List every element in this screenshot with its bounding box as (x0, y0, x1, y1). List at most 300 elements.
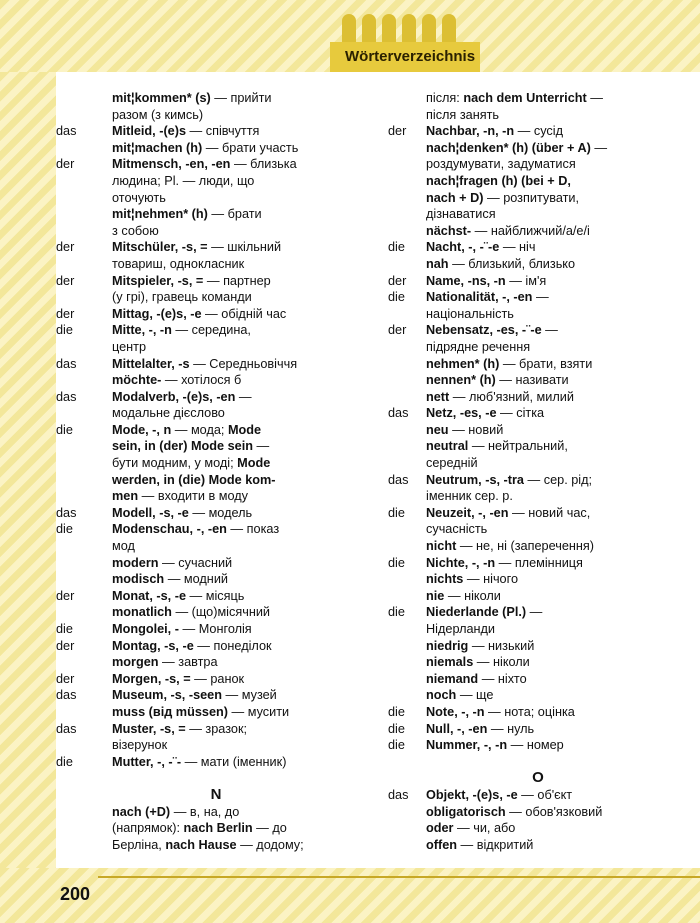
article: das (56, 505, 77, 520)
entry-line (388, 754, 688, 771)
entry-text (112, 671, 376, 688)
article (388, 356, 426, 373)
article: das (56, 688, 77, 703)
article (56, 190, 112, 207)
entry-line (388, 472, 688, 489)
article: der (56, 588, 75, 603)
entry-line (56, 289, 376, 306)
translation: — місяць (186, 588, 245, 603)
headword: Objekt, -(e)s, -e (426, 787, 518, 802)
headword: neu (426, 422, 449, 437)
entry-text (426, 306, 688, 323)
entry-line (388, 306, 688, 323)
translation: — об'єкт (517, 787, 573, 802)
headword: nichts (426, 572, 464, 587)
translation: — музей (222, 688, 277, 703)
translation: — (526, 605, 543, 620)
headword: Null, -, -en (426, 721, 488, 736)
headword: Mongolei, - (112, 622, 179, 636)
entry-line (56, 671, 376, 688)
translation: — близький, близько (448, 256, 576, 271)
entry-text (426, 737, 688, 754)
entry-line (388, 372, 688, 389)
translation: — мода; (171, 422, 228, 437)
entry-line (388, 837, 688, 854)
entry-text (112, 156, 376, 173)
headword: men (112, 489, 139, 504)
article (56, 704, 112, 721)
translation: — (253, 439, 270, 454)
article (388, 389, 426, 406)
entry-text (426, 223, 688, 240)
headword: Muster, -s, = (112, 721, 186, 736)
entry-text (426, 654, 688, 671)
headword: nah (426, 256, 449, 271)
translation: — новий час, (508, 505, 591, 520)
translation: (у грі), гравець команди (112, 290, 252, 305)
translation: візерунок (112, 738, 168, 753)
translation: модальне дієслово (112, 406, 225, 421)
entry-text (112, 555, 376, 572)
headword: Mode (237, 456, 271, 471)
entry-line (388, 156, 688, 173)
entry-line (56, 107, 376, 124)
translation: роздумувати, задуматися (426, 157, 576, 172)
entry-line (56, 273, 376, 290)
entry-line (56, 322, 376, 339)
entry-line (388, 571, 688, 588)
article: der (388, 273, 407, 288)
article: der (56, 240, 75, 255)
translation: — входити в моду (138, 489, 248, 504)
translation: — (235, 389, 252, 404)
entry-line (56, 571, 376, 588)
article (56, 107, 112, 124)
entry-line (56, 521, 376, 538)
letter-heading-row (56, 787, 376, 804)
translation: підрядне речення (426, 339, 531, 354)
article: die (388, 505, 405, 520)
article (388, 588, 426, 605)
entry-text (426, 273, 688, 290)
headword: nach + D) (426, 190, 484, 205)
translation: товариш, однокласник (112, 256, 245, 271)
translation: після занять (426, 107, 500, 122)
article (388, 687, 426, 704)
translation: оточують (112, 190, 166, 205)
entry-line (388, 289, 688, 306)
entry-text (426, 372, 688, 389)
translation: — співчуття (186, 124, 260, 139)
entry-line (388, 322, 688, 339)
headword: Mode, -, n (112, 422, 172, 437)
entry-text (426, 123, 688, 140)
entry-line (388, 654, 688, 671)
translation: — близька (230, 157, 297, 172)
headword: nett (426, 389, 450, 404)
entry-line (388, 273, 688, 290)
translation: — люб'язний, милий (449, 389, 574, 404)
entry-line (388, 621, 688, 638)
entry-line (56, 156, 376, 173)
entry-text (112, 422, 376, 439)
entry-line (388, 638, 688, 655)
entry-text (426, 339, 688, 356)
entry-text (112, 140, 376, 157)
article: die (56, 422, 73, 437)
headword: Mitmensch, -en, -en (112, 157, 231, 172)
headword: noch (426, 688, 457, 703)
entry-text (426, 322, 688, 339)
translation: людина; Pl. — люди, що (112, 173, 255, 188)
entry-line (388, 389, 688, 406)
article: die (388, 290, 405, 305)
article: die (56, 754, 73, 769)
translation: — ніколи (444, 588, 501, 603)
entry-text (426, 206, 688, 223)
entry-line (388, 438, 688, 455)
entry-line (388, 505, 688, 522)
entry-text (426, 472, 688, 489)
headword: muss (від müssen) (112, 704, 228, 719)
headword: Mitleid, -(e)s (112, 124, 187, 139)
entry-text (112, 273, 376, 290)
entry-text (426, 190, 688, 207)
entry-text (426, 107, 688, 124)
headword: Nummer, -, -n (426, 738, 508, 753)
entry-text (426, 704, 688, 721)
headword: Name, -ns, -n (426, 273, 506, 288)
headword: mit¦kommen* (s) (112, 91, 211, 105)
entry-text (426, 621, 688, 638)
entry-text (112, 206, 376, 223)
article: die (388, 605, 405, 620)
article: das (388, 472, 409, 487)
entry-text (112, 505, 376, 522)
entry-line (388, 422, 688, 439)
entry-text (426, 787, 688, 804)
article (388, 654, 426, 671)
article: der (56, 273, 75, 288)
article (388, 140, 426, 157)
translation: — хотілося б (161, 373, 242, 388)
translation: — сер. рід; (524, 472, 593, 487)
headword: nächst- (426, 223, 472, 238)
translation: — сітка (496, 406, 545, 421)
headword: nach dem Unterricht (463, 91, 587, 105)
headword: modern (112, 555, 159, 570)
entry-text (112, 256, 376, 273)
article (388, 538, 426, 555)
article (56, 372, 112, 389)
headword: Mitschüler, -s, = (112, 240, 208, 255)
article (388, 671, 426, 688)
translation: — ранок (190, 671, 245, 686)
article (56, 405, 112, 422)
entry-line (56, 820, 376, 837)
headword: Mittelalter, -s (112, 356, 190, 371)
left-margin-hatch (0, 72, 56, 868)
left-column (56, 90, 376, 853)
article (56, 538, 112, 555)
article: die (56, 522, 73, 537)
article: die (56, 323, 73, 338)
article (56, 770, 112, 787)
translation: — обов'язковий (505, 804, 603, 819)
entry-text (426, 571, 688, 588)
entry-text (112, 306, 376, 323)
translation: — додому; (236, 837, 304, 852)
translation: — завтра (158, 655, 218, 670)
translation: — ніхто (478, 671, 527, 686)
translation: іменник сер. р. (426, 489, 513, 504)
translation: — нуль (487, 721, 535, 736)
article (56, 837, 112, 854)
entry-text (426, 438, 688, 455)
entry-text (426, 140, 688, 157)
headword: Mitspieler, -s, = (112, 273, 204, 288)
entry-line (56, 306, 376, 323)
translation: — понеділок (193, 638, 272, 653)
entry-line (56, 621, 376, 638)
article (56, 90, 112, 107)
article (56, 555, 112, 572)
entry-line (388, 555, 688, 572)
page-title: Wörterverzeichnis (345, 48, 476, 65)
entry-line (388, 488, 688, 505)
entry-line (388, 671, 688, 688)
headword: nie (426, 588, 445, 603)
translation: — не, ні (заперечення) (456, 539, 595, 554)
article (388, 754, 426, 771)
headword: Mode (227, 422, 262, 437)
entry-text (112, 721, 376, 738)
article: der (388, 124, 407, 139)
translation: Берліна, (112, 837, 166, 852)
translation: — в, на, до (170, 804, 240, 819)
translation: — (532, 290, 549, 305)
letter-heading: O (532, 769, 544, 787)
translation: (напрямок): (112, 821, 184, 836)
entry-line (388, 140, 688, 157)
entry-text (112, 90, 376, 107)
entry-line (56, 604, 376, 621)
headword: Nachbar, -n, -n (426, 124, 515, 139)
translation: — номер (507, 738, 564, 753)
headword: Mitte, -, -n (112, 323, 172, 338)
article (388, 256, 426, 273)
translation: — середина, (171, 323, 251, 338)
article: der (56, 306, 75, 321)
article (56, 438, 112, 455)
headword: Note, -, -n (426, 704, 485, 719)
entry-line (56, 140, 376, 157)
entry-line (56, 438, 376, 455)
article (388, 90, 426, 107)
headword: Modalverb, -(e)s, -en (112, 389, 236, 404)
translation: — новий (448, 422, 504, 437)
translation: мод (112, 539, 135, 554)
article (388, 804, 426, 821)
article: der (56, 157, 75, 172)
entry-line (388, 538, 688, 555)
headword: Nebensatz, -es, -¨-e (426, 323, 542, 338)
entry-text (112, 190, 376, 207)
entry-line (56, 737, 376, 754)
headword: morgen (112, 655, 159, 670)
translation: національність (426, 306, 514, 321)
article (388, 820, 426, 837)
headword: Netz, -es, -e (426, 406, 497, 421)
entry-line (388, 721, 688, 738)
entry-line (56, 754, 376, 771)
translation: — чи, або (453, 821, 516, 836)
headword: Nichte, -, -n (426, 555, 496, 570)
article (388, 190, 426, 207)
entry-line (388, 820, 688, 837)
letter-heading-row (388, 770, 688, 787)
entry-text (112, 571, 376, 588)
article: die (388, 738, 405, 753)
entry-text (112, 322, 376, 339)
entry-text (112, 107, 376, 124)
headword: offen (426, 837, 458, 852)
translation: — Середньовіччя (189, 356, 298, 371)
entry-text (112, 654, 376, 671)
article: der (56, 671, 75, 686)
article (388, 223, 426, 240)
article (388, 521, 426, 538)
article (388, 156, 426, 173)
entry-text (426, 721, 688, 738)
entry-text (112, 455, 376, 472)
entry-line (56, 704, 376, 721)
article: das (56, 356, 77, 371)
entry-line (56, 488, 376, 505)
headword: nach (+D) (112, 804, 171, 819)
translation: з собою (112, 223, 159, 238)
headword: Monat, -s, -e (112, 588, 187, 603)
translation: — найближчий/а/е/і (471, 223, 590, 238)
article (388, 455, 426, 472)
entry-line (56, 555, 376, 572)
article (388, 488, 426, 505)
entry-line (56, 389, 376, 406)
entry-text (426, 837, 688, 854)
article (56, 654, 112, 671)
entry-text (426, 820, 688, 837)
headword: niedrig (426, 638, 469, 653)
article (56, 488, 112, 505)
headword: niemals (426, 655, 474, 670)
entry-line (388, 704, 688, 721)
entry-line (56, 256, 376, 273)
entry-line (56, 190, 376, 207)
translation: — (що)місячний (171, 605, 271, 620)
entry-line (388, 107, 688, 124)
entry-line (56, 339, 376, 356)
article (56, 804, 112, 821)
translation: — партнер (203, 273, 271, 288)
headword: nennen* (h) (426, 373, 496, 388)
article (56, 339, 112, 356)
entry-text (426, 638, 688, 655)
headword: oder (426, 821, 454, 836)
entry-line (56, 638, 376, 655)
translation: — племінниця (495, 555, 583, 570)
translation: — розпитувати, (483, 190, 580, 205)
entry-line (56, 770, 376, 787)
translation: — Монголія (178, 622, 252, 636)
entry-line (388, 90, 688, 107)
headword: nach¦fragen (h) (bei + D, (426, 173, 571, 188)
footer-divider (98, 876, 700, 878)
translation: центр (112, 339, 147, 354)
entry-line (56, 455, 376, 472)
translation: — до (252, 821, 287, 836)
entry-text (426, 488, 688, 505)
headword: nach¦denken* (h) (über + A) (426, 140, 591, 155)
entry-text (426, 239, 688, 256)
entry-line (388, 521, 688, 538)
headword: nehmen* (h) (426, 356, 500, 371)
entry-line (388, 223, 688, 240)
entry-text (426, 173, 688, 190)
letter-heading: N (210, 785, 222, 803)
entry-text (112, 488, 376, 505)
entry-line (56, 422, 376, 439)
headword: Neutrum, -s, -tra (426, 472, 524, 487)
translation: — обідній час (201, 306, 287, 321)
entry-text (112, 638, 376, 655)
entry-line (388, 256, 688, 273)
entry-text (112, 289, 376, 306)
entry-text (426, 156, 688, 173)
entry-line (56, 239, 376, 256)
entry-line (56, 687, 376, 704)
entry-text (112, 538, 376, 555)
entry-text (112, 621, 376, 638)
article (56, 820, 112, 837)
article (388, 306, 426, 323)
entry-text (426, 455, 688, 472)
entry-line (56, 173, 376, 190)
translation: — (586, 91, 603, 105)
entry-line (388, 455, 688, 472)
article (388, 638, 426, 655)
translation: — низький (468, 638, 535, 653)
entry-text (112, 173, 376, 190)
entry-text (112, 820, 376, 837)
entry-line (56, 372, 376, 389)
translation: — нічого (463, 572, 519, 587)
translation: — брати участь (202, 140, 299, 155)
translation: разом (з кимсь) (112, 107, 204, 122)
entry-line (388, 206, 688, 223)
entry-text (112, 588, 376, 605)
translation: дізнаватися (426, 207, 496, 222)
translation: — мати (іменник) (181, 754, 287, 769)
translation: — називати (495, 373, 569, 388)
headword: werden, in (die) Mode kom- (112, 472, 276, 487)
headword: niemand (426, 671, 479, 686)
translation: — нейтральний, (468, 439, 568, 454)
entry-text (112, 472, 376, 489)
article: das (388, 787, 409, 802)
entry-line (56, 804, 376, 821)
article: die (56, 622, 73, 636)
article: der (56, 638, 75, 653)
